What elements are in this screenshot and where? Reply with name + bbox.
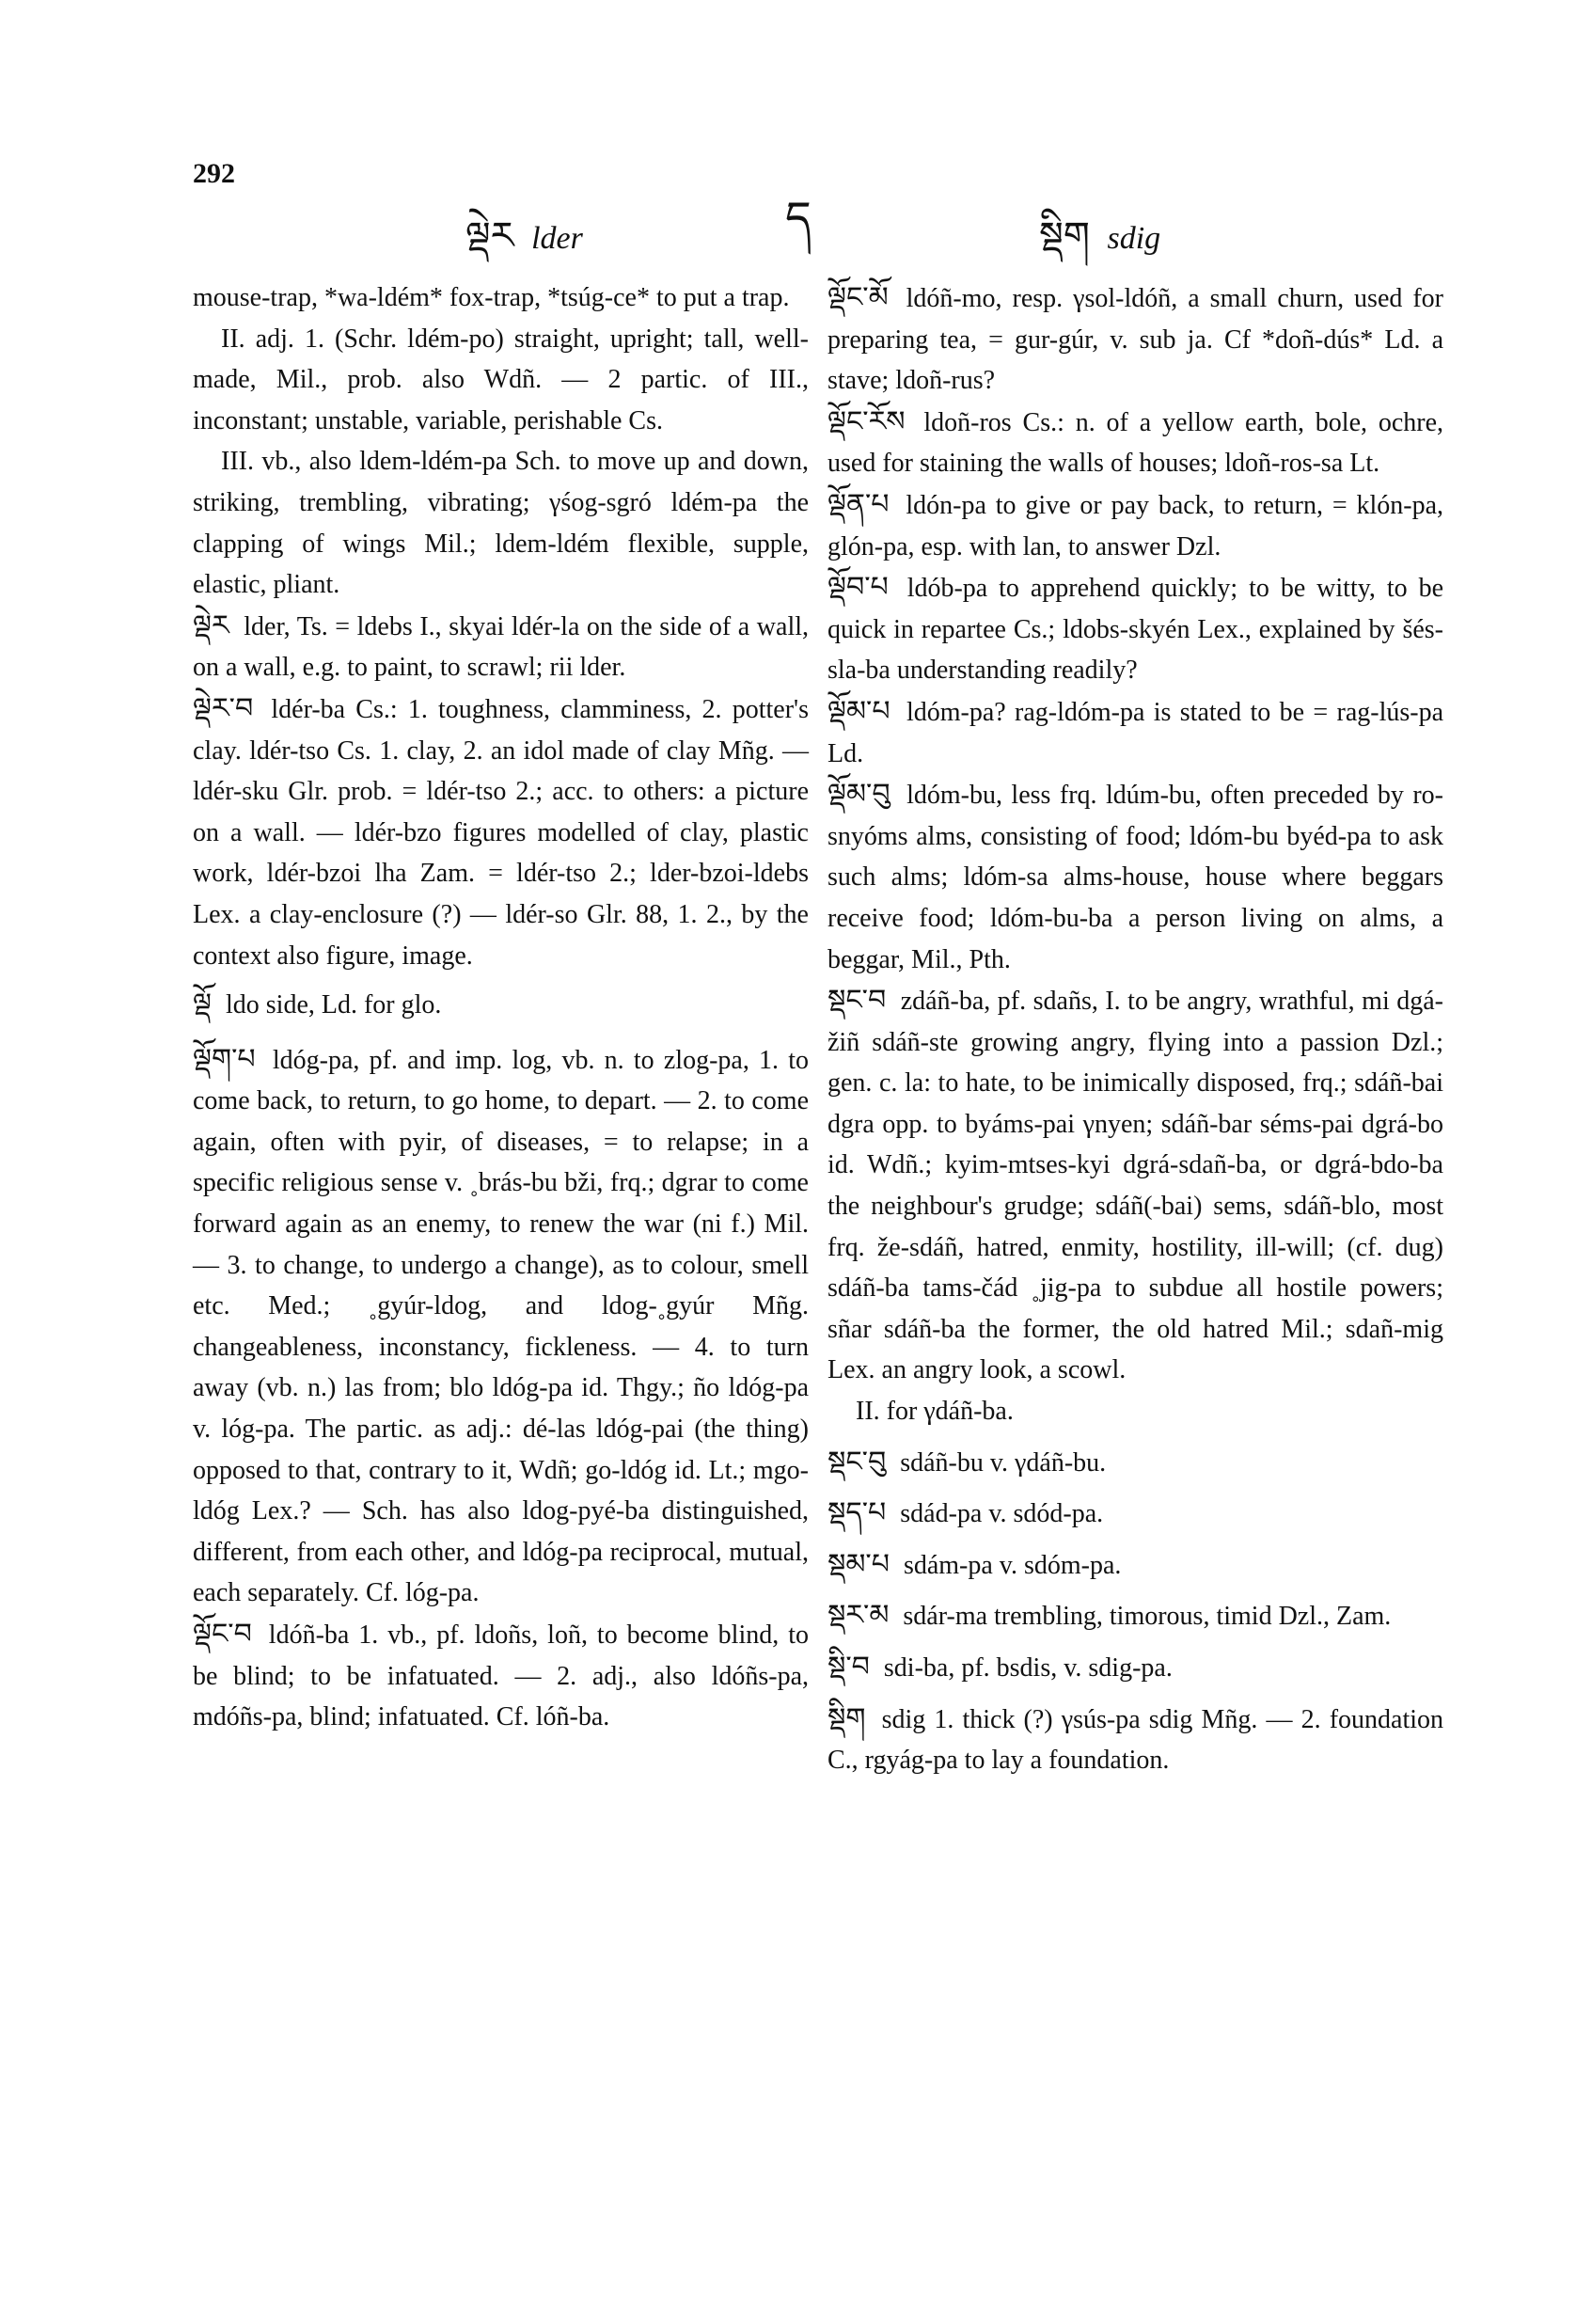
entry-lemma: སྡར་མ — [827, 1599, 890, 1633]
entry-text: ldóm-bu, less frq. ldúm-bu, often preceded by ro-snyóms alms, consisting of food; ldóm-bu byéd-pa to ask such alms; ldóm-sa alms-house, house where beggars receive food; ldóm-bu-ba a person living on alms, a beggar, Mil., Pth. — [827, 781, 1443, 974]
entry-text: II. for γdáñ-ba. — [856, 1397, 1014, 1427]
entry-lemma: ལྡེར་བ — [193, 691, 254, 725]
entry — [827, 567, 1443, 691]
entry — [827, 1442, 1443, 1484]
entry — [193, 606, 809, 688]
entry — [193, 277, 809, 319]
entry-lemma: སྡང་བ — [827, 984, 887, 1018]
header-right-tibetan: སྡིག — [1039, 214, 1090, 258]
entry-lemma: སྡི་བ — [827, 1651, 870, 1684]
entry-text: ldér-ba Cs.: 1. toughness, clamminess, 2. potter's clay. ldér-tso Cs. 1. clay, 2. an idol made of clay Mñg. — ldér-sku Glr. prob. = ldér-tso 2.; acc. to others: a picture on a wall. — ldér-bzo figures modelled of clay, plastic work, ldér-bzoi lha Zam. = ldér-tso 2.; lder-bzoi-ldebs Lex. a clay-enclosure (?) — ldér-so Glr. 88, 1. 2., by the context also figure, image. — [193, 694, 809, 971]
entry-text: ldón-pa to give or pay back, to return, = klón-pa, glón-pa, esp. with lan, to answer Dzl. — [827, 490, 1443, 561]
entry-text: ldo side, Ld. for glo. — [225, 990, 442, 1020]
entry — [827, 774, 1443, 980]
entry-text: ldób-pa to apprehend quickly; to be witty, to be quick in repartee Cs.; ldobs-skyén Lex., explained by šés-sla-ba understanding readily? — [827, 574, 1443, 686]
entry-text: II. adj. 1. (Schr. ldém-po) straight, upright; tall, well-made, Mil., prob. also Wdñ. — 2 partic. of III., inconstant; unstable, variable, perishable Cs. — [193, 324, 809, 435]
entry-lemma: སྡམ་པ — [827, 1547, 890, 1581]
entry — [193, 1614, 809, 1738]
entry-text: sdád-pa v. sdód-pa. — [900, 1499, 1104, 1529]
entry-lemma: ལྡོང་བ — [193, 1618, 252, 1651]
entry-lemma: ལྡོབ་པ — [827, 571, 889, 605]
entry-text: ldóg-pa, pf. and imp. log, vb. n. to zlog-pa, 1. to come back, to return, to go home, to depart. — 2. to come again, often with pyir, of diseases, = to relapse; in a specific religious sense v. ˳brás-bu bži, frq.; dgrar to come forward again as an enemy, to renew the war (ni f.) Mil. — 3. to change, to undergo a change), as to colour, smell etc. Med.; ˳gyúr-ldog, and ldog-˳gyúr Mñg. changeableness, inconstancy, fickleness. — 4. to turn away (vb. n.) las from; blo ldóg-pa id. Thgy.; ño ldóg-pa v. lóg-pa. The partic. as adj.: dé-las ldóg-pai (the thing) opposed to that, contrary to it, Wdñ; go-ldóg id. Lt.; mgo-ldóg Lex.? — Sch. has also ldog-pyé-ba distinguished, different, from each other, and ldóg-pa reciprocal, mutual, each separately. Cf. lóg-pa. — [193, 1045, 809, 1608]
entry — [193, 441, 809, 605]
entry — [827, 484, 1443, 567]
entry-lemma: སྡད་པ — [827, 1496, 887, 1530]
entry — [827, 1647, 1443, 1689]
header-right-roman: sdig — [1107, 221, 1161, 256]
right-column — [827, 277, 1443, 1781]
header-left-tibetan: ལྡེར — [465, 214, 514, 258]
entry-text: sdár-ma trembling, timorous, timid Dzl., Zam. — [903, 1602, 1392, 1632]
entry-text: sdám-pa v. sdóm-pa. — [903, 1550, 1122, 1580]
entry — [193, 1039, 809, 1614]
entry-lemma: སྡང་བུ — [827, 1445, 887, 1478]
entry-text: III. vb., also ldem-ldém-pa Sch. to move up and down, striking, trembling, vibrating; γśog-sgró ldém-pa the clapping of wings Mil.; ldem-ldém flexible, supple, elastic, pliant. — [193, 447, 809, 600]
entry-lemma: ལྡོན་པ — [827, 487, 890, 521]
entry-lemma: ལྡེར — [193, 609, 229, 642]
entry — [827, 1595, 1443, 1637]
entry — [193, 319, 809, 442]
entry-text: ldóñ-ba 1. vb., pf. ldoñs, loñ, to become blind, to be blind; to be infatuated. — 2. adj., also ldóñs-pa, mdóñs-pa, blind; infatuated. Cf. lóñ-ba. — [193, 1620, 809, 1732]
entry — [827, 402, 1443, 484]
entry-text: zdáñ-ba, pf. sdañs, I. to be angry, wrathful, mi dgá-žiñ sdáñ-ste growing angry, flying into a passion Dzl.; gen. c. la: to hate, to be inimically disposed, frq.; sdáñ-bai dgra opp. to byáms-pai γnyen; sdáñ-bar séms-pai dgrá-bo id. Wdñ.; kyim-mtses-kyi dgrá-sdañ-ba, or dgrá-bdo-ba the neighbour's grudge; sdáñ(-bai) sems, sdáñ-blo, most frq. že-sdáñ, hatred, enmity, hostility, ill-will; (cf. dug) sdáñ-ba tams-čád ˳jig-pa to subdue all hostile powers; sñar sdáñ-ba the former, the old hatred Mil.; sdañ-mig Lex. an angry look, a scowl. — [827, 987, 1443, 1385]
entry-lemma: ལྡོམ་བུ — [827, 778, 890, 812]
entry-text: sdáñ-bu v. γdáñ-bu. — [900, 1447, 1107, 1478]
left-column — [193, 277, 809, 1738]
entry-lemma: ལྡོང་རོས — [827, 404, 906, 438]
entry — [827, 1544, 1443, 1587]
entry-text: lder, Ts. = ldebs I., skyai ldér-la on the side of a wall, on a wall, e.g. to paint, to scrawl; rii lder. — [193, 611, 809, 683]
entry-lemma: སྡིག — [827, 1701, 866, 1735]
entry-text: sdig 1. thick (?) γsús-pa sdig Mñg. — 2. foundation C., rgyág-pa to lay a foundation. — [827, 1704, 1444, 1776]
entry-lemma: ལྡོག་པ — [193, 1042, 256, 1076]
entry — [193, 688, 809, 976]
entry — [827, 1699, 1443, 1781]
entry-lemma: ལྡོང་མོ — [827, 281, 889, 314]
entry — [827, 1391, 1443, 1432]
entry-text: sdi-ba, pf. bsdis, v. sdig-pa. — [883, 1653, 1173, 1683]
entry-lemma: ལྡོ — [193, 988, 212, 1021]
entry — [827, 277, 1443, 402]
entry — [193, 984, 809, 1026]
header-left-roman: lder — [531, 221, 583, 256]
entry-text: ldóm-pa? rag-ldóm-pa is stated to be = rag-lús-pa Ld. — [827, 697, 1443, 768]
entry — [827, 980, 1443, 1391]
entry-text: ldóñ-mo, resp. γsol-ldóñ, a small churn, used for preparing tea, = gur-gúr, v. sub ja. Cf *doñ-dús* Ld. a stave; ldoñ-rus? — [827, 284, 1444, 396]
entry-lemma: ལྡོམ་པ — [827, 694, 890, 728]
entry-text: ldoñ-ros Cs.: n. of a yellow earth, bole, ochre, used for staining the walls of houses; ldoñ-ros-sa Lt. — [827, 407, 1444, 479]
entry-text: mouse-trap, *wa-ldém* fox-trap, *tsúg-ce* to put a trap. — [193, 283, 790, 312]
running-head-letter: ད — [785, 192, 812, 245]
entry — [827, 691, 1443, 774]
entry — [827, 1493, 1443, 1535]
page-number: 292 — [193, 158, 235, 189]
